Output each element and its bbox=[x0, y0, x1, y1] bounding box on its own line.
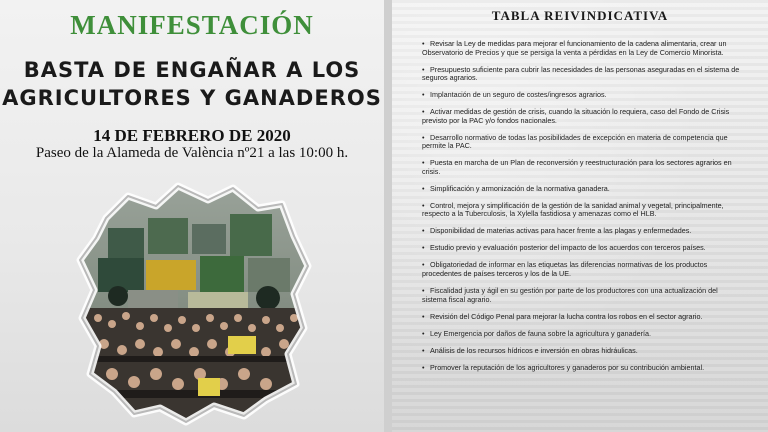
demands-list bbox=[422, 40, 742, 381]
bullet: • bbox=[422, 200, 425, 210]
bullet: • bbox=[422, 90, 425, 100]
panel-divider bbox=[384, 0, 392, 432]
list-item: • Fiscalidad justa y ágil en su gestión por parte de los productores con una actualización del sistema fiscal agrario. bbox=[422, 285, 718, 304]
list-item: • Estudio previo y evaluación posterior del impacto de los acuerdos con terceros países. bbox=[422, 243, 706, 253]
poster-title: MANIFESTACIÓN bbox=[70, 10, 314, 40]
crowd-photo-icon bbox=[68, 178, 318, 428]
bullet: • bbox=[422, 328, 425, 338]
bullet: • bbox=[422, 183, 425, 193]
bullet: • bbox=[422, 64, 425, 74]
list-item: • Simplificación y armonización de la normativa ganadera. bbox=[422, 183, 610, 193]
list-item: • Control, mejora y simplificación de la gestión de la sanidad animal y vegetal, principalmente, respecto a la Tuberculosis, la Xylella fastidiosa y amenazas como el HLB. bbox=[422, 200, 724, 219]
demands-title: TABLA REIVINDICATIVA bbox=[491, 8, 669, 23]
bullet: • bbox=[422, 243, 425, 253]
list-item: • Promover la reputación de los agricultores y ganaderos por su contribución ambiental. bbox=[422, 362, 705, 372]
bullet: • bbox=[422, 362, 425, 372]
list-item: • Ley Emergencia por daños de fauna sobre la agricultura y ganadería. bbox=[422, 328, 651, 338]
bullet: • bbox=[422, 39, 425, 48]
list-item: • Implantación de un seguro de costes/ingresos agrarios. bbox=[422, 90, 607, 100]
bullet: • bbox=[422, 158, 425, 168]
list-item: • Desarrollo normativo de todas las posibilidades de excepción en materia de competencia que permite la PAC. bbox=[422, 132, 728, 151]
poster-subtitle-line1: BASTA DE ENGAÑAR A LOS bbox=[23, 58, 361, 82]
event-date: 14 DE FEBRERO DE 2020 bbox=[93, 126, 291, 145]
bullet: • bbox=[422, 132, 425, 142]
list-item: • Obligatoriedad de informar en las etiquetas las diferencias normativas de los productos procedentes de países terceros y los de la UE. bbox=[422, 260, 708, 278]
torn-paper-photo bbox=[68, 178, 318, 428]
list-item: • Revisión del Código Penal para mejorar la lucha contra los robos en el sector agrario. bbox=[422, 311, 703, 321]
list-item: • Puesta en marcha de un Plan de reconversión y reestructuración para los sectores agrarios en crisis. bbox=[422, 158, 732, 176]
bullet: • bbox=[422, 345, 425, 355]
demands-panel bbox=[392, 0, 768, 432]
event-location: Paseo de la Alameda de València nº21 a las 10:00 h. bbox=[35, 145, 349, 161]
bullet: • bbox=[422, 226, 425, 236]
bullet: • bbox=[422, 107, 425, 117]
poster-subtitle-line2: AGRICULTORES Y GANADEROS bbox=[2, 86, 382, 110]
bullet: • bbox=[422, 260, 425, 270]
list-item: • Análisis de los recursos hídricos e inversión en obras hidráulicas. bbox=[422, 345, 638, 355]
bullet: • bbox=[422, 311, 425, 321]
list-item: • Activar medidas de gestión de crisis, cuando la situación lo requiera, caso del Fondo de Crisis previsto por la PAC y/o fondos nacionales. bbox=[422, 107, 730, 125]
list-item: • Revisar la Ley de medidas para mejorar el funcionamiento de la cadena alimentaria, crear un Observatorio de Precios y que se persiga la venta a pérdidas en la Ley de Comercio Minorista. bbox=[422, 39, 727, 57]
list-item: • Presupuesto suficiente para cubrir las necesidades de las personas aseguradas en el sistema de seguros agrarios. bbox=[422, 64, 740, 83]
list-item: • Disponibilidad de materias activas para hacer frente a las plagas y enfermedades. bbox=[422, 226, 692, 236]
bullet: • bbox=[422, 285, 425, 295]
